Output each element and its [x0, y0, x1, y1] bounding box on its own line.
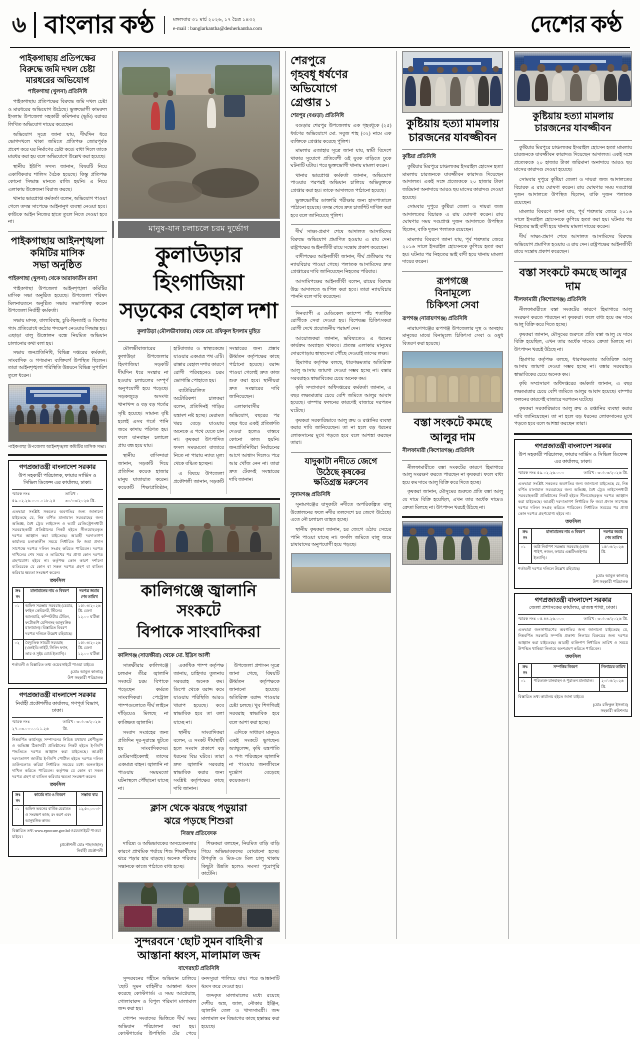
article-potato-right — [514, 307, 632, 429]
byline-potato-price: নীলফামারী (কিশোরগঞ্জ) প্রতিনিধি — [402, 447, 475, 454]
headline-line: বিপাকে সাংবাদিকরা — [136, 624, 261, 642]
headline-line: চারজনের যাবজ্জীবন — [534, 123, 612, 135]
paragraph: নারায়ণগঞ্জের রূপগঞ্জ উপজেলার দুস্থ ও অসহায় মানুষের মাঝে বিনামূল্যে চিকিৎসা সেবা ও ওষুধ বিতরণ করা হয়েছে। — [402, 326, 504, 347]
signature-title: উপ সহকারী পরিচালক — [67, 674, 103, 680]
signature-name: (মোঃ রফিকুল ইসলাম) — [592, 702, 628, 708]
byline-dropout: নিজস্ব প্রতিবেদক — [180, 830, 217, 837]
person-figure — [490, 76, 501, 106]
govt-tender-notice-right-1 — [514, 439, 632, 589]
seized-goods-photo — [118, 882, 280, 932]
headline-sherpur-rape — [291, 54, 392, 110]
paragraph: নীলফামারীতে বস্তা সংকটের কারণে হিমাগারে আলু সংরক্ষণ করতে পারছেন না কৃষকরা। ফলে বাধ্য হয়ে কম দামে আলু বিক্রি করে দিতে হচ্ছে। — [402, 465, 504, 486]
person-figure — [165, 100, 175, 130]
paragraph: স্থানীয় ইউপি সদস্য জানান, বিষয়টি নিয়ে একাধিকবার শালিস বৈঠক হয়েছে। কিন্তু প্রতিপক্ষ কোনো সিদ্ধান্ত মানতে রাজি হয়নি। এ নিয়ে এলাকায় উত্তেজনা বিরাজ করছে। — [8, 165, 107, 193]
divider — [118, 341, 280, 342]
paragraph: ব্যাটারিচালিত অটোরিকশা চালকরা বলেন, প্রতিদিনই গাড়ির যন্ত্রাংশ নষ্ট হচ্ছে। মেরামত খরচ বেড়ে যাওয়ায় অনেকে এ পথে যেতে চান না। কৃষকরা উৎপাদিত ফসল সময়মতো বাজারে নিতে না পারায় ন্যায্য মূল্য থেকে বঞ্চিত হচ্ছেন। — [173, 389, 224, 468]
person-figure — [618, 74, 631, 101]
fuel-station-queue-photo — [118, 503, 280, 579]
headline-line: কুষ্টিয়ায় হত্যা মামলায় — [406, 118, 500, 130]
notice-footer: বিস্তারিত তথ্য কার্যালয় হইতে জানা যাইবে। — [518, 694, 585, 700]
divider — [514, 433, 632, 435]
headline-line: কালিগঞ্জে জ্বালানি সংকটে — [140, 582, 257, 621]
paragraph: কুষ্টিয়ার মিরপুরে চাঞ্চল্যকর ইসরাইল হোসেন হত্যা মামলায় চারজনকে যাবজ্জীবন কারাদণ্ড দিয়েছেন আদালত। একই সঙ্গে প্রত্যেককে ২০ হাজার টাকা জরিমানা অনাদায়ে আরও ছয় মাসের কারাদণ্ড দেওয়া হয়েছে। — [402, 165, 504, 201]
headline-fuel-crisis — [118, 582, 280, 644]
person-figure — [176, 531, 187, 552]
signature-title: নির্বাহী প্রকৌশলী — [76, 847, 103, 853]
byline-kushtia-verdict: কুষ্টিয়া প্রতিনিধি — [402, 154, 436, 161]
paragraph: থানার ভারপ্রাপ্ত কর্মকর্তা জানান, অভিযোগ পাওয়ার পরপরই অভিযান চালিয়ে অভিযুক্তকে গ্রেপ্তার করা হয়। তাকে আদালতে পাঠানো হয়েছে। — [290, 173, 392, 195]
divider — [291, 224, 392, 225]
headline-line: অভিযোগে — [290, 83, 337, 96]
river-sandbar-photo — [291, 553, 392, 593]
contact-email: e-mail : banglarkantha@desherkantha.com — [172, 26, 262, 32]
headline-line: ঝরে পড়ছে শিশুরা — [164, 815, 234, 827]
person-figure — [570, 74, 583, 100]
paragraph: উপজেলা প্রশাসন সূত্রে জানা গেছে, বিষয়টি ঊর্ধ্বতন কর্তৃপক্ষকে জানানো হয়েছে। অতিরিক্ত বরাদ্দ পাওয়ার চেষ্টা চলছে। খুব শিগগিরই সরবরাহ স্বাভাবিক হবে বলে আশা করা হচ্ছে। — [228, 663, 280, 726]
person-figure — [420, 76, 431, 106]
notice-memo-number: স্মারক নংঃ ০৫.৪৪.২৬.০০০ — [518, 616, 565, 622]
signature-name: (প্রকৌশলী মোঃ শাহজাহান) — [59, 841, 103, 847]
person-figure — [132, 532, 143, 553]
police-station-arrest-photo — [402, 51, 503, 113]
notice-subheader: উপ সহকারী পরিচালক, ফায়ার সার্ভিস ও সিভিল ডিফেন্স এর কার্যালয়, ঢাকা। — [18, 473, 97, 486]
notice-table — [518, 528, 628, 563]
headline-kushtia-verdict — [402, 117, 503, 145]
article-potato-jump — [291, 360, 392, 448]
potato-sacks-photo — [402, 351, 503, 413]
notice-table-title: তফসিল — [565, 654, 581, 660]
notice-meta — [12, 489, 103, 507]
notice-footer: শর্তাবলী দরপত্র দলিলে উল্লেখ রহিয়াছে। — [518, 565, 581, 571]
signature-title: উপ সহকারী পরিচালক — [592, 579, 628, 585]
govt-tender-notice-left-1 — [8, 460, 107, 684]
divider — [118, 648, 280, 649]
divider — [8, 231, 107, 232]
govt-tender-notice-left-2 — [8, 688, 107, 857]
paragraph: সোমবার দুপুরে কুষ্টিয়া জেলা ও দায়রা জজ আদালতের বিচারক এ রায় ঘোষণা করেন। রায় ঘোষণার সময় দণ্ডপ্রাপ্ত দুজন আদালতে উপস্থিত ছিলেন, বাকি দুজন পলাতক রয়েছেন। — [514, 177, 632, 206]
paragraph: থানার ভারপ্রাপ্ত কর্মকর্তা বলেন, অভিযোগ পাওয়া গেলে তদন্ত সাপেক্ষে আইনানুগ ব্যবস্থা নেওয়া হবে। কাউকে আইন নিজের হাতে তুলে নিতে দেওয়া হবে না। — [8, 197, 107, 226]
notice-header: গণপ্রজাতন্ত্রী বাংলাদেশ সরকার — [534, 596, 612, 604]
paragraph: শিক্ষকরা বলছেন, নিয়মিত বাড়ি বাড়ি গিয়ে অভিভাবকদের বোঝানো হচ্ছে। উপবৃত্তি ও মিড-ডে মিল চালু থাকায় কিছুটা উন্নতি হলেও সমস্যা পুরোপুরি কাটেনি। — [201, 841, 280, 878]
article-paikgacha-land — [8, 99, 107, 227]
headline-potato-price: বস্তা সংকটে কমছে আলুর দাম — [413, 417, 492, 444]
paragraph: কৃষকরা জানান, মৌসুমের শুরুতে প্রতি বস্তা আলু যে দামে বিক্রি হয়েছিল, এখন তার অর্ধেক দামেও ক্রেতা মিলছে না। উৎপাদন খরচই উঠছে না। — [514, 332, 632, 353]
divider — [514, 261, 632, 262]
notice-header: গণপ্রজাতন্ত্রী বাংলাদেশ সরকার — [19, 692, 96, 700]
notice-table — [518, 663, 628, 693]
notice-signature — [518, 702, 628, 713]
notice-signature — [12, 842, 103, 853]
person-figure — [407, 536, 419, 560]
column-header: ক্রঃ নং — [519, 529, 532, 543]
headline-line: চিকিৎসা সেবা — [426, 300, 479, 312]
article-right-continuation — [514, 145, 632, 257]
paragraph: সভায় জনপ্রতিনিধি, বিভিন্ন দপ্তরের কর্মকর্তা, সাংবাদিক ও গণ্যমান্য ব্যক্তিবর্গ উপস্থিত ছিলেন। তারা আইনশৃঙ্খলা পরিস্থিতি উন্নয়নে বিভিন্ন সুপারিশ তুলে ধরেন। — [8, 351, 107, 380]
headline-line: আস্তানা ধ্বংস, মালামাল জব্দ — [137, 949, 260, 962]
cell: অফিস সরঞ্জাম সরবরাহ (চেয়ার, ফাইল কেবিনেট, স্টিলের আলমারি, কম্পিউটার টেবিল, ফটোকপি মেশিনসহ আনুষঙ্গিক মালামাল)। বিস্তারিত বিবরণ দরপত্র দলিলে উল্লেখ রহিয়াছে। — [23, 602, 76, 639]
paragraph: কৃষকরা সরকারিভাবে আলু ক্রয় ও রপ্তানির ব্যবস্থা করার দাবি জানিয়েছেন। তা না হলে বড় ধরনের লোকসানের মুখে পড়তে হবে বলে আশঙ্কা করছেন তারা। — [290, 418, 392, 447]
notice-signature — [12, 669, 103, 680]
notice-meta — [518, 614, 628, 625]
notice-subheader: জেলা প্রশাসকের কার্যালয়, রাজস্ব শাখা, ঢাকা। — [529, 606, 618, 612]
notice-date: তারিখ : ৩০/০৩/২০২৬ খ্রি. — [62, 719, 101, 732]
notice-date: তারিখ : ৩০/০৩/২০২৬ খ্রি. — [583, 469, 628, 475]
notice-table — [12, 587, 103, 659]
committee-meeting-photo — [8, 384, 107, 442]
headline-potato-price-right: বস্তা সংকটে কমছে আলুর দাম — [519, 266, 627, 293]
masthead-meta — [164, 16, 262, 34]
headline-line: চারজনের যাবজ্জীবন — [408, 132, 497, 145]
paragraph: কৃষকরা সরকারিভাবে আলু ক্রয় ও রপ্তানির ব্যবস্থা করার দাবি জানিয়েছেন। তা না হলে বড় ধরনের লোকসানের মুখে পড়তে হবে বলে আশঙ্কা করছেন তারা। — [514, 407, 632, 428]
masthead-divider — [34, 12, 36, 38]
headline-line: গৃহবধূ ধর্ষণের — [290, 69, 348, 82]
paragraph: স্থানীয় সাংবাদিকরা বলেন, এ সংকট দীর্ঘস্থায়ী হলে সংবাদ প্রকাশে বড় ধরনের বিঘ্ন ঘটবে। তারা দ্রুত জ্বালানি সরবরাহ স্বাভাবিক করার জন্য সংশ্লিষ্ট কর্তৃপক্ষের কাছে দাবি জানান। — [173, 730, 224, 793]
notice-intro: এতদ্বারা সংশ্লিষ্ট সকলের অবগতির জন্য জানানো যাইতেছে যে, নিম্ন বর্ণিত মালামাল সরবরাহের জন্য অভিজ্ঞ, বৈধ ট্রেড লাইসেন্স ও ভ্যাট রেজিস্ট্রেশনধারী সরবরাহকারী প্রতিষ্ঠানের নিকট হইতে সীলমোহরকৃত দরপত্র আহ্বান করা যাইতেছে। আগ্রহী দরদাতাগণ কার্যালয় চলাকালীন সময়ে নির্ধারিত ফি জমা প্রদান সাপেক্ষে দরপত্র দলিল সংগ্রহ করিতে পারিবেন। দরপত্র দাখিলের শেষ সময় ও তারিখের পর প্রাপ্ত কোন দরপত্র গ্রহণযোগ্য হইবে না। কর্তৃপক্ষ কোন কারণ দর্শানো ব্যতিরেকে যে কোন বা সকল দরপত্র গ্রহণ বা বাতিল করিবার ক্ষমতা সংরক্ষণ করেন। — [12, 508, 103, 576]
person-figure — [450, 77, 461, 106]
column-center — [118, 51, 280, 1039]
headline-paikgacha-land: পাইকগাছায় প্রতিপক্ষের বিরুদ্ধে জমি দখল চেষ্টা মারধরের অভিযোগ — [19, 54, 96, 85]
headline-line: রূপগঞ্জে — [436, 275, 469, 287]
notice-footer: বিস্তারিত তথ্য www.eprocure.gov.bd ওয়েবসাইটে পাওয়া যাইবে। — [12, 828, 101, 840]
person-figure — [151, 102, 161, 130]
notice-memo-number: স্মারক নংঃ ৫৯.০২.২৬.০০০.০১৮.২৫ — [12, 490, 56, 503]
paragraph: হিমাগার কর্তৃপক্ষ বলছে, ধারণক্ষমতার অতিরিক্ত আলু আসায় জায়গা দেওয়া সম্ভব হচ্ছে না। বস্তার সরবরাহও স্বাভাবিকের চেয়ে অনেক কম। — [514, 357, 632, 378]
notice-date: তারিখ : ৩০/০৩/২০২৬ খ্রি. — [65, 490, 96, 503]
paragraph: সুন্দরবনের গহীনে অভিযান চালিয়ে 'ছোট সুমন বাহিনী'র আস্তানা ধ্বংস করেছে কোস্টগার্ড। এ সময় আগ্নেয়াস্ত্র, গোলাবারুদ ও বিপুল পরিমাণ মালামাল জব্দ করা হয়। — [117, 977, 197, 1013]
cell: পরিত্যক্ত যানবাহন ও পুরাতন মালামাল। — [532, 678, 600, 692]
person-figure — [461, 536, 473, 560]
paragraph: কৃষি সম্প্রসারণ অধিদপ্তরের কর্মকর্তা জানান, এ বছর লক্ষ্যমাত্রার চেয়ে বেশি জমিতে আলুর আবাদ হয়েছে। বাম্পার ফলনের কারণেই বাজারে দরপতন ঘটেছে। — [514, 382, 632, 403]
cell: ১৫/০৪/২০২৬ খ্রি. — [599, 543, 627, 563]
column-divider — [508, 51, 509, 939]
divider — [402, 271, 503, 272]
byline-law-committee: পাইকগাছা (খুলনা) থেকে আরাফাতীন রানা — [8, 275, 98, 282]
person-figure — [154, 530, 165, 552]
paragraph: একাধিক পাম্প কর্তৃপক্ষ জানায়, চাহিদার তুলনায় সরবরাহ অনেক কম। ডিপো থেকে বরাদ্দ কমে যাওয়ায় পরিস্থিতি আরও খারাপ হয়েছে। কবে স্বাভাবিক হবে তা বলা যাচ্ছে না। — [173, 663, 224, 726]
person-figure — [250, 532, 261, 553]
notice-header: গণপ্রজাতন্ত্রী বাংলাদেশ সরকার — [19, 464, 96, 472]
kicker-lead: মানুষ-যান চলাচলে চরম দুর্ভোগ — [118, 221, 280, 238]
headline-line: পাইকগাছায় আইনশৃঙ্খলা — [10, 235, 105, 247]
divider — [291, 306, 392, 307]
headline-line: কমিটির মাসিক — [30, 248, 85, 260]
paragraph: বাদীপক্ষের আইনজীবী জানান, দীর্ঘ প্রতীক্ষার পর ন্যায়বিচার পাওয়া গেছে। পলাতক আসামিদের দ্রুত গ্রেপ্তারের দাবি জানিয়েছেন নিহতের পরিবার। — [290, 255, 392, 276]
cell: ০১ — [519, 543, 532, 563]
signature-name: (মোঃ আবুল কালাম) — [70, 669, 103, 675]
publisher-brand: দেশের কণ্ঠ — [530, 11, 622, 37]
article-lead — [118, 346, 280, 494]
notice-table-title: তফসিল — [565, 520, 581, 526]
paragraph: সভায় মাদক, বাল্যবিবাহ, চুরি-ছিনতাই ও কিশোর গ্যাং প্রতিরোধে কঠোর পদক্ষেপ নেওয়ার সিদ্ধান্ত হয়। এছাড়া বালু উত্তোলন বন্ধে নিয়মিত অভিযান চালানোর কথা বলা হয়। — [8, 318, 107, 347]
headline-jadukata-river — [291, 457, 392, 489]
paragraph: সাতক্ষীরার কালিগঞ্জে চলমান তীব্র জ্বালানি সংকটে চরম বিপাকে পড়েছেন কর্মরত সাংবাদিকরা। পেট্রোল পাম্পগুলোতে দীর্ঘ লাইনে দাঁড়িয়েও মিলছে না কাঙ্ক্ষিত জ্বালানি। — [117, 663, 169, 726]
notice-table — [12, 791, 103, 826]
newspaper-title: বাংলার কণ্ঠ — [44, 11, 154, 39]
column-header: নিলামের তারিখ — [599, 663, 627, 677]
headline-line: ক্ষতিগ্রস্ত মরুসেব — [313, 478, 369, 488]
column-header: ক্রঃ নং — [13, 588, 24, 602]
headline-line: ক্লাস থেকে ঝরছে পড়ুয়ারা — [150, 803, 247, 815]
divider — [118, 498, 280, 500]
table-header-row — [13, 588, 103, 602]
table-header-row — [13, 792, 103, 806]
column-left — [8, 51, 107, 857]
page-number: ৬ — [12, 12, 27, 37]
signature-title: সহকারী কমিশনার — [600, 707, 628, 713]
byline-potato-price-right: নীলফামারী (কিশোরগঞ্জ) প্রতিনিধি — [514, 297, 586, 303]
person-figure — [552, 74, 565, 100]
headline-line: শেরপুরে — [290, 55, 326, 67]
byline-paikgacha-land: পাইকগাছা (খুলনা) প্রতিনিধি — [27, 89, 88, 96]
forces-group-photo — [402, 521, 503, 565]
photo-caption-committee: পাইকগাছা উপজেলা আইনশৃঙ্খলা কমিটির মাসিক সভা। — [8, 443, 107, 449]
divider — [402, 516, 503, 518]
person-figure — [183, 884, 199, 904]
byline-sundarban-raid: বাগেরহাট প্রতিনিধি — [178, 966, 220, 973]
headline-line: গ্রেপ্তার ১ — [290, 97, 332, 110]
cell: অগ্নি নির্বাপণ সরঞ্জাম সরবরাহ (হোজ পাইপ, নজল, ফায়ার এক্সটিংগুইশার ইত্যাদি)। — [532, 543, 600, 563]
govt-tender-notice-right-2 — [514, 593, 632, 718]
headline-sundarban-raid — [118, 935, 280, 963]
person-figure — [535, 74, 548, 101]
column-right-inner — [291, 51, 392, 593]
paragraph: এলাকাবাসীর অভিযোগ, বছরের পর বছর ধরে একই প্রতিশ্রুতি দেওয়া হলেও বাস্তবে কোনো কাজ হয়নি। জনপ্রতিনিধিরা নির্বাচনের আগে আশ্বাস দিলেও পরে আর খোঁজ নেন না। তারা দ্রুত টেকসই সংস্কারের দাবি জানান। — [228, 405, 280, 484]
headline-line: কুষ্টিয়ায় হত্যা মামলায় — [532, 111, 614, 122]
column-right-mid — [402, 51, 503, 565]
headline-line: কুলাউড়ার হিংগাজিয়া — [153, 243, 244, 295]
headline-lead — [118, 242, 280, 326]
column-header: সম্ভাব্য ব্যয় — [76, 792, 102, 806]
divider — [118, 798, 280, 799]
divider — [8, 454, 107, 456]
article-kushtia-verdict — [402, 164, 503, 267]
person-figure — [604, 74, 617, 101]
paragraph: দীর্ঘ সাক্ষ্য-প্রমাণ শেষে আদালত আসামিদের বিরুদ্ধে অভিযোগ প্রমাণিত হওয়ায় এ রায় দেন। রাষ্ট্রপক্ষের আইনজীবী রায়ে সন্তোষ প্রকাশ করেছেন। — [290, 230, 392, 251]
column-divider — [285, 51, 286, 939]
person-figure — [207, 98, 217, 128]
cell: ০১ — [13, 602, 24, 639]
divider — [402, 460, 503, 461]
headline-line: যাদুকাটা নদীতে জেগে — [304, 456, 378, 466]
paragraph: গোপন সংবাদের ভিত্তিতে দীর্ঘ সময় অভিযান পরিচালনা করা হয়। কোস্টগার্ডের উপস্থিতি টের পেয়ে বনদস্যুরা পালিয়ে যায়। পরে আস্তানাটি ধ্বংস করে দেওয়া হয়। — [117, 977, 280, 1038]
paragraph: দারিদ্র্য ও অভিভাবকের অসচেতনতার কারণে প্রাথমিক পর্যায়ে শিশু শিক্ষার্থীদের ঝরে পড়ার হার বাড়ছে। অনেক পরিবার সন্তানকে কাজে পাঠাতে বাধ্য হচ্ছে। — [117, 841, 197, 870]
cell: ০১ — [519, 678, 532, 692]
paragraph: কৃষি সম্প্রসারণ অধিদপ্তরের কর্মকর্তা জানান, এ বছর লক্ষ্যমাত্রার চেয়ে বেশি জমিতে আলুর আবাদ হয়েছে। বাম্পার ফলনের কারণেই বাজারে দরপতন ঘটেছে। — [290, 386, 392, 414]
article-fuel-crisis — [118, 663, 280, 795]
byline-jadukata-river: সুনামগঞ্জ প্রতিনিধি — [290, 492, 331, 499]
paragraph: পাইকগাছা উপজেলা আইনশৃঙ্খলা কমিটির মাসিক সভা অনুষ্ঠিত হয়েছে। উপজেলা পরিষদ মিলনায়তনে অনুষ্ঠিত সভায় সভাপতিত্ব করেন উপজেলা নির্বাহী কর্মকর্তা। — [8, 286, 107, 315]
notice-intro: নিম্নবর্ণিত কার্যসমূহ সম্পাদনের নিমিত্ত যথাযথ শ্রেণীভুক্ত ও অভিজ্ঞ ঠিকাদারী প্রতিষ্ঠানের নিকট হইতে ই-জিপি পদ্ধতিতে দরপত্র আহ্বান করা যাইতেছে। আগ্রহী দরদাতাগণ জাতীয় ই-জিপি পোর্টাল হইতে দরপত্র দলিল ডাউনলোড করিয়া নির্ধারিত সময়ের মধ্যে অনলাইনে দাখিল করিতে পারিবেন। কর্তৃপক্ষ যে কোন বা সকল দরপত্র গ্রহণ বা বাতিল করিবার ক্ষমতা সংরক্ষণ করেন। — [12, 737, 103, 779]
signature-name: (মোঃ আবুল কালাম) — [595, 573, 628, 579]
column-header: ক্রঃ নং — [13, 792, 24, 806]
article-sundarban-raid — [118, 976, 280, 1039]
table-header-row — [519, 663, 628, 677]
paragraph: বগুড়ার শেরপুর উপজেলায় এক গৃহবধূকে (২৫) ধর্ষণের অভিযোগে মো. সবুজ শাহ (৩২) নামে এক ব্যক্তিকে গ্রেপ্তার করেছে পুলিশ। — [290, 124, 392, 145]
paragraph: এদিকে সাধারণ মানুষও একই সংকটে ভুগছেন। অ্যাম্বুলেন্স, কৃষি যন্ত্রপাতি ও পণ্য পরিবহনে জ্বালানি না পাওয়ায় জনজীবনে দুর্ভোগ বেড়েছে কয়েকগুণ। — [228, 730, 280, 785]
notice-intro: এতদ্বারা জনসাধারণের অবগতির জন্য জানানো যাইতেছে যে, নিম্নবর্ণিত সরকারি সম্পত্তি প্রকাশ্য নিলামে বিক্রয়ের জন্য দরপত্র আহ্বান করা যাইতেছে। আগ্রহী ব্যক্তিগণ নির্ধারিত তারিখ ও সময়ে উপস্থিত থাকিয়া নিলামে অংশগ্রহণ করিতে পারিবেন। — [518, 627, 628, 651]
person-figure — [141, 885, 157, 904]
table-row — [13, 639, 103, 659]
paragraph: মামলার বিবরণে জানা যায়, পূর্ব শত্রুতার জেরে ২০১৬ সালে ইসরাইল হোসেনকে কুপিয়ে হত্যা করা হয়। ঘটনার পর নিহতের ভাই বাদী হয়ে থানায় মামলা দায়ের করেন। — [402, 237, 504, 266]
paragraph: স্থানীয় কৃষকরা জানান, চর জেগে ওঠায় সেচের পানি পাওয়া যাচ্ছে না। ফসলি জমিতে বালু জমে চাষাবাদের অনুপযোগী হয়ে পড়ছে। — [290, 527, 392, 549]
paragraph: নীলফামারীতে বস্তা সংকটের কারণে হিমাগারে আলু সংরক্ষণ করতে পারছেন না কৃষকরা। ফলে বাধ্য হয়ে কম দামে আলু বিক্রি করে দিতে হচ্ছে। — [514, 308, 632, 329]
article-jadukata-river — [291, 502, 392, 550]
masthead — [8, 0, 632, 46]
notice-meta — [518, 468, 628, 479]
headline-kushtia-verdict-right — [514, 111, 632, 136]
headline-line: সুন্দরবনে 'ছোট সুমন বাহিনী'র — [134, 935, 263, 948]
notice-table-title: তফসিল — [49, 783, 66, 789]
column-header: দরপত্র জমার শেষ তারিখ — [76, 588, 102, 602]
paragraph: সুনামগঞ্জের যাদুকাটা নদীতে অপরিকল্পিত বালু উত্তোলনের ফলে নদীর তলদেশে চর জেগে উঠেছে। এতে নৌ চলাচল ব্যাহত হচ্ছে। — [290, 503, 392, 524]
notice-memo-number: স্মারক নংঃ ২৭.০৩.০০০.০১১.২৬ — [12, 719, 49, 732]
person-figure — [202, 530, 213, 552]
masthead-rule — [10, 47, 630, 48]
person-figure — [478, 536, 490, 560]
headline-line: বিনামূল্যে — [434, 288, 471, 300]
person-figure — [224, 885, 240, 904]
damaged-road-photo — [118, 51, 280, 219]
paragraph: জব্দকৃত মালামালের মধ্যে রয়েছে দেশীয় অস্ত্র, জাল, নৌকার ইঞ্জিন, জ্বালানি তেল ও খাদ্যসামগ্রী। জব্দ মালামাল বন বিভাগের কাছে হস্তান্তর করা হয়েছে। — [201, 994, 280, 1030]
person-figure — [405, 76, 416, 106]
divider — [402, 149, 503, 150]
article-rupganj-health — [402, 326, 503, 349]
cell: ১৫/০৪/২০২৬ খ্রি. বেলা ১২.০০ ঘটিকা — [76, 602, 102, 639]
person-figure — [443, 536, 455, 560]
paragraph: ভুক্তভোগীর ডাক্তারি পরীক্ষার জন্য হাসপাতালে পাঠানো হয়েছে। তদন্ত শেষে দ্রুত চার্জশিট দাখিল করা হবে বলে জানিয়েছে পুলিশ। — [290, 198, 392, 219]
byline-rupganj-health: রূপগঞ্জ (নারায়ণগঞ্জ) প্রতিনিধি — [402, 315, 468, 322]
article-rupganj-jump — [291, 311, 392, 359]
headline-law-committee — [8, 236, 107, 273]
paragraph: স্থানীয় বাসিন্দারা জানান, সড়কটি দিয়ে প্রতিদিন কয়েক হাজার মানুষ যাতায়াত করেন। কয়েকটি শিক্ষাপ্রতিষ্ঠান, হাটবাজার ও স্বাস্থ্যকেন্দ্রে যাওয়ার একমাত্র পথ এটি। রাস্তার বেহাল দশার কারণে রোগী পরিবহনেও চরম ভোগান্তি পোহাতে হয়। — [117, 346, 224, 492]
notice-meta — [12, 717, 103, 735]
cell: ১৫/০৪/২০২৬ খ্রি. বেলা ১২.০০ ঘটিকা — [76, 639, 102, 659]
article-dropout — [118, 841, 280, 879]
person-figure — [425, 536, 437, 560]
paragraph: আয়োজকরা জানান, ভবিষ্যতেও এ ধরনের কার্যক্রম অব্যাহত থাকবে। প্রত্যন্ত এলাকার মানুষের দোরগোড়ায় স্বাস্থ্যসেবা পৌঁছে দেওয়াই তাদের লক্ষ্য। — [290, 336, 392, 357]
table-row — [519, 543, 628, 563]
paragraph: পাইকগাছায় প্রতিপক্ষের বিরুদ্ধে জমি দখল চেষ্টা ও মারধরের অভিযোগ উঠেছে। ভুক্তভোগী কামরুল ইসলাম উপজেলা সহকারী কমিশনার (ভূমি) বরাবর লিখিত অভিযোগ দায়ের করেছেন। — [8, 100, 107, 129]
cell: ১২,৫০,০০০/- — [76, 806, 102, 826]
paragraph: সংবাদ সংগ্রহের জন্য প্রতিদিন দূর-দূরান্তে ছুটতে হয় সাংবাদিকদের। মোটরসাইকেলই তাদের একমাত্র বাহন। জ্বালানি না পাওয়ায় সময়মতো ঘটনাস্থলে পৌঁছানো যাচ্ছে না। — [117, 730, 169, 793]
table-row — [13, 806, 103, 826]
byline-lead: কুলাউড়া (মৌলভীবাজার) থেকে মো. রফিকুল ইসলাম মুহিত — [137, 328, 261, 335]
person-figure — [465, 76, 476, 106]
column-header: কার্যের নাম ও বিবরণ — [23, 792, 76, 806]
headline-line: সভা অনুষ্ঠিত — [32, 260, 82, 272]
notice-header: গণপ্রজাতন্ত্রী বাংলাদেশ সরকার — [534, 442, 612, 450]
column-header: সম্পত্তির বিবরণ — [532, 663, 600, 677]
column-header: দরপত্র জমার শেষ তারিখ — [599, 529, 627, 543]
headline-dropout — [118, 803, 280, 828]
cell: ০১ — [13, 806, 24, 826]
divider — [514, 140, 632, 141]
column-divider — [112, 51, 113, 939]
notice-subheader: নির্বাহী প্রকৌশলীর কার্যালয়, গণপূর্ত বিভাগ, ঢাকা। — [15, 702, 100, 715]
article-law-committee — [8, 286, 107, 381]
paragraph: কৃষকরা জানান, মৌসুমের শুরুতে প্রতি বস্তা আলু যে দামে বিক্রি হয়েছিল, এখন তার অর্ধেক দামেও ক্রেতা মিলছে না। উৎপাদন খরচই উঠছে না। — [402, 490, 504, 511]
person-figure — [478, 76, 489, 106]
cell: বৈদ্যুতিক সামগ্রী সরবরাহ (এলইডি লাইট, সিলিং ফ্যান, তার ও সুইচ বোর্ড ইত্যাদি)। — [23, 639, 76, 659]
cell: অফিস ভবনের বার্ষিক মেরামত ও সংরক্ষণ কাজ, রং করণ এবং আনুষঙ্গিক কাজ। — [23, 806, 76, 826]
notice-intro: এতদ্বারা সংশ্লিষ্ট সকলের অবগতির জন্য জানানো যাইতেছে যে, নিম্ন বর্ণিত মালামাল সরবরাহের জন্য অভিজ্ঞ, বৈধ ট্রেড লাইসেন্সধারী সরবরাহকারী প্রতিষ্ঠানের নিকট হইতে সীলমোহরকৃত দরপত্র আহ্বান করা যাইতেছে। আগ্রহী দরদাতাগণ নির্ধারিত ফি জমা প্রদান সাপেক্ষে দরপত্র দলিল সংগ্রহ করিতে পারিবেন। নির্ধারিত সময়ের পর প্রাপ্ত কোন দরপত্র গ্রহণযোগ্য হইবে না। — [518, 480, 628, 517]
evidence-placard — [188, 907, 212, 921]
headline-line: সড়কের বেহাল দশা — [119, 298, 278, 323]
column-header: মালামালের নাম ও বিবরণ — [532, 529, 600, 543]
headline-rupganj-health — [402, 276, 503, 313]
byline-fuel-crisis: কালিগঞ্জ (সাতক্ষীরা) থেকে মো. ইদ্রিস আলী — [117, 652, 210, 659]
person-figure — [587, 74, 600, 101]
column-far-right — [514, 51, 632, 717]
paragraph: এ বিষয়ে উপজেলা প্রকৌশলী জানান, সড়কটি সংস্কারের জন্য প্রস্তাব ঊর্ধ্বতন কর্তৃপক্ষের কাছে পাঠানো হয়েছে। বরাদ্দ পাওয়া গেলেই দ্রুত কাজ শুরু করা হবে। স্থানীয়রা দ্রুত সংস্কারের দাবি জানিয়েছেন। — [173, 346, 280, 486]
paragraph: মামলার এজাহার সূত্রে জানা যায়, স্বামী বিদেশে থাকার সুযোগে প্রতিবেশী ওই যুবক বাড়িতে ঢুকে ঘটনাটি ঘটায়। পরে ভুক্তভোগী থানায় মামলা করেন। — [290, 149, 392, 170]
table-header-row — [519, 529, 628, 543]
column-divider — [396, 51, 397, 939]
paragraph: দিনব্যাপী এ মেডিকেল ক্যাম্পে পাঁচ শতাধিক রোগীকে সেবা দেওয়া হয়। বিশেষজ্ঞ চিকিৎসকরা রোগী দেখে প্রয়োজনীয় পরামর্শ দেন। — [290, 311, 392, 332]
paragraph: আসামিপক্ষের আইনজীবী বলেন, রায়ের বিরুদ্ধে উচ্চ আদালতে আপিল করা হবে। তারা ন্যায়বিচার পাননি বলে দাবি করেছেন। — [290, 280, 392, 301]
paragraph: হিমাগার কর্তৃপক্ষ বলছে, ধারণক্ষমতার অতিরিক্ত আলু আসায় জায়গা দেওয়া সম্ভব হচ্ছে না। বস্তার সরবরাহও স্বাভাবিকের চেয়ে অনেক কম। — [290, 361, 392, 382]
police-lineup-photo — [514, 51, 632, 107]
notice-table-title: তফসিল — [49, 579, 66, 585]
table-row — [519, 678, 628, 692]
paragraph: মৌলভীবাজারের কুলাউড়া উপজেলার হিংগাজিয়া সড়কটি দীর্ঘদিন ধরে সংস্কার না হওয়ায় চলাচলের সম্পূর্ণ অনুপযোগী হয়ে পড়েছে। সড়কজুড়ে অসংখ্য খানাখন্দ ও বড় বড় গর্তের সৃষ্টি হয়েছে। সামান্য বৃষ্টি হলেই এসব গর্তে পানি জমে কাদায় পরিণত হয়। ফলে যানবাহন চলাচল প্রায় বন্ধ হয়ে যায়। — [117, 346, 169, 449]
article-kushtia-verdict-jump — [291, 229, 392, 301]
notice-memo-number: স্মারক নংঃ ৫৯.০২.২৬.০০০ — [518, 469, 565, 475]
byline-sherpur-rape: শেরপুর (বগুড়া) প্রতিনিধি — [290, 113, 344, 120]
paragraph: অভিযোগ সূত্রে জানা যায়, দীর্ঘদিন ধরে ভোগদখলে থাকা জমিতে প্রতিপক্ষ জোরপূর্বক প্রবেশ করে ঘর নির্মাণের চেষ্টা করে। বাধা দিলে তাকে মারধর করা হয় বলে অভিযোগে উল্লেখ করা হয়েছে। — [8, 132, 107, 161]
paragraph: মামলার বিবরণে জানা যায়, পূর্ব শত্রুতার জেরে ২০১৬ সালে ইসরাইল হোসেনকে কুপিয়ে হত্যা করা হয়। ঘটনার পর নিহতের ভাই বাদী হয়ে থানায় মামলা দায়ের করেন। — [514, 210, 632, 231]
cell: ০২ — [13, 639, 24, 659]
person-figure — [227, 531, 238, 552]
headline-line: উঠেছে কৃষকের — [316, 467, 366, 477]
person-figure — [435, 77, 446, 106]
cell: ২০/০৪/২০২৬ খ্রি. — [599, 678, 627, 692]
notice-subheader: উপ সহকারী পরিচালক, ফায়ার সার্ভিস ও সিভিল ডিফেন্স এর কার্যালয়, ঢাকা। — [518, 452, 628, 465]
notice-signature — [518, 573, 628, 584]
column-header: মালামালের নাম ও বিবরণ — [23, 588, 76, 602]
article-potato-price — [402, 465, 503, 513]
table-row — [13, 602, 103, 639]
divider — [291, 452, 392, 453]
column-header: ক্রঃ নং — [519, 663, 532, 677]
publication-date: মঙ্গলবার ৩১ মার্চ ২০২৬, ১৭ চৈত্র ১৪৩২ — [172, 16, 256, 23]
paragraph: কুষ্টিয়ার মিরপুরে চাঞ্চল্যকর ইসরাইল হোসেন হত্যা মামলায় চারজনকে যাবজ্জীবন কারাদণ্ড দিয়েছেন আদালত। একই সঙ্গে প্রত্যেককে ২০ হাজার টাকা জরিমানা অনাদায়ে আরও ছয় মাসের কারাদণ্ড দেওয়া হয়েছে। — [514, 145, 632, 174]
notice-date: তারিখ : ৩০/০৩/২০২৬ খ্রি. — [583, 616, 628, 622]
page-grid — [8, 51, 632, 1038]
paragraph: সোমবার দুপুরে কুষ্টিয়া জেলা ও দায়রা জজ আদালতের বিচারক এ রায় ঘোষণা করেন। রায় ঘোষণার সময় দণ্ডপ্রাপ্ত দুজন আদালতে উপস্থিত ছিলেন, বাকি দুজন পলাতক রয়েছেন। — [402, 205, 504, 233]
notice-footer: শর্তাবলী ও বিস্তারিত তথ্য ওয়েবসাইটে পাওয়া যাইবে। — [12, 661, 95, 667]
person-figure — [517, 74, 530, 101]
paragraph: দীর্ঘ সাক্ষ্য-প্রমাণ শেষে আদালত আসামিদের বিরুদ্ধে অভিযোগ প্রমাণিত হওয়ায় এ রায় দেন। রাষ্ট্রপক্ষের আইনজীবী রায়ে সন্তোষ প্রকাশ করেছেন। — [514, 235, 632, 256]
article-sherpur-rape — [291, 123, 392, 220]
